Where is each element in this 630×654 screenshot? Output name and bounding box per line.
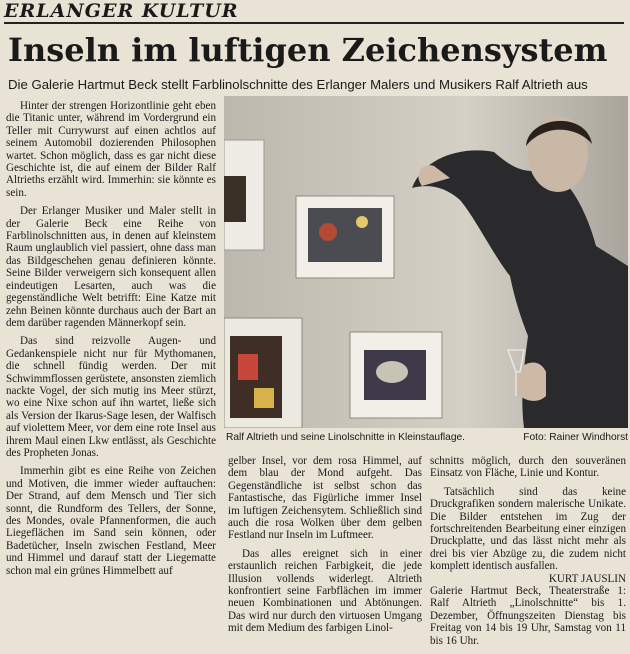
- article-column-1: [6, 100, 216, 645]
- linocut-print: [308, 208, 382, 262]
- section-header: [4, 0, 624, 24]
- photo-caption: [226, 431, 628, 445]
- paragraph: gelber Insel, vor dem rosa Himmel, auf dem blau der Mond aufgeht. Das Gegenständliche ist selbst schon das Fantastische, das Figürliche immer Insel im luftigen Zeichensytem. Schließlich sind auch die rosa Wolken über dem gelben Festland nur Inseln im Luftmeer.: [228, 455, 422, 542]
- paragraph: Tatsächlich sind das keine Druckgrafiken sondern malerische Unikate. Die Bilder entstehen im Zug der fortschreitenden Bearbeitung einer einzigen Druckplatte, und das lässt nicht mehr als drei bis vier Abzüge zu, die zudem nicht komplett identisch ausfallen.: [430, 485, 626, 573]
- paragraph: Immerhin gibt es eine Reihe von Zeichen und Motiven, die immer wieder auftauchen: Der Strand, auf dem Mensch und Tier sich sonnt, die Rundform des Tellers, der Sonne, des Mondes, ovale Pfannenformen, die auch Liegeflächen im Sand sein können, oder Badetücher, Inseln zwischen Festland, Meer und Himmel und darauf statt der Liegematte schon mal ein grünes Himmelbett auf: [6, 465, 216, 577]
- photo-credit: Foto: Rainer Windhorst: [523, 432, 628, 443]
- linocut-print: [224, 176, 246, 222]
- caption-text: Ralf Altrieth und seine Linolschnitte in Kleinstauflage.: [226, 432, 465, 443]
- section-label: ERLANGER KULTUR: [4, 0, 239, 22]
- photo-illustration: [224, 96, 628, 428]
- article-subhead: Die Galerie Hartmut Beck stellt Farblinolschnitte des Erlanger Malers und Musikers Ralf Altrieth aus: [8, 77, 588, 92]
- article-photo: [224, 96, 628, 428]
- exhibition-info: Galerie Hartmut Beck, Theaterstraße 1: Ralf Altrieth „Linolschnitte“ bis 1. Dezember, Öffnungszeiten Dienstag bis Freitag von 14 bis 19 Uhr, Samstag von 11 bis 16 Uhr.: [430, 585, 626, 645]
- article-column-3: [430, 455, 626, 645]
- author-byline: KURT JAUSLIN: [548, 572, 626, 585]
- paragraph: Das alles ereignet sich in einer erstaunlich reichen Farbigkeit, die jede Illusion vollends widerlegt. Altrieth konfrontiert seine Farbflächen im immer neuen Kombinationen und Abtönungen. Das wird nur durch den virtuosen Umgang mit dem Medium des farbigen Linol-: [228, 547, 422, 635]
- paragraph: Das sind reizvolle Augen- und Gedankenspiele nicht nur für Mythomanen, die schnell fündig werden. Der mit Schwimmflossen gerüstete, ansonsten ziemlich nackte Vogel, der sich mutig ins Meer stürzt, wo eine Nixe schon auf ihn wartet, ließe sich als Version der Ikarus-Sage lesen, der Walfisch auf violettem Meer, vor dem eine rote Insel aus ihrem Maul einen Lkw entlässt, als Geschichte des Propheten Jonas.: [6, 335, 216, 459]
- paragraph: schnitts möglich, durch den souveränen Einsatz von Fläche, Linie und Kontur.: [430, 455, 626, 480]
- article-column-2: [228, 455, 422, 645]
- article-headline: Inseln im luftigen Zeichensystem: [8, 31, 608, 69]
- paragraph: Hinter der strengen Horizontlinie geht eben die Titanic unter, während im Vordergrund ein Teller mit Currywurst auf einen achtlos auf seinem Automobil dozierenden Philosophen wartet. Schon möglich, dass es gar nicht diese Geschichte ist, die auf einem der Bilder Ralf Altrieths erzählt wird. Immerhin: sie könnte es sein.: [6, 100, 216, 199]
- paragraph: Der Erlanger Musiker und Maler stellt in der Galerie Beck eine Reihe von Farblinolschnitten aus, in denen auf kleinstem Raum unglaublich viel passiert, ohne dass man das Bildgeschehen genau definieren könnte. Seine Bilder verweigern sich konsequent allen eindeutigen Lesarten, auch was die gegenständliche Welt betrifft: Eine Katze mit zehn Beinen könnte durchaus auch der Bart an dem darüber ragenden Männerkopf sein.: [6, 205, 216, 329]
